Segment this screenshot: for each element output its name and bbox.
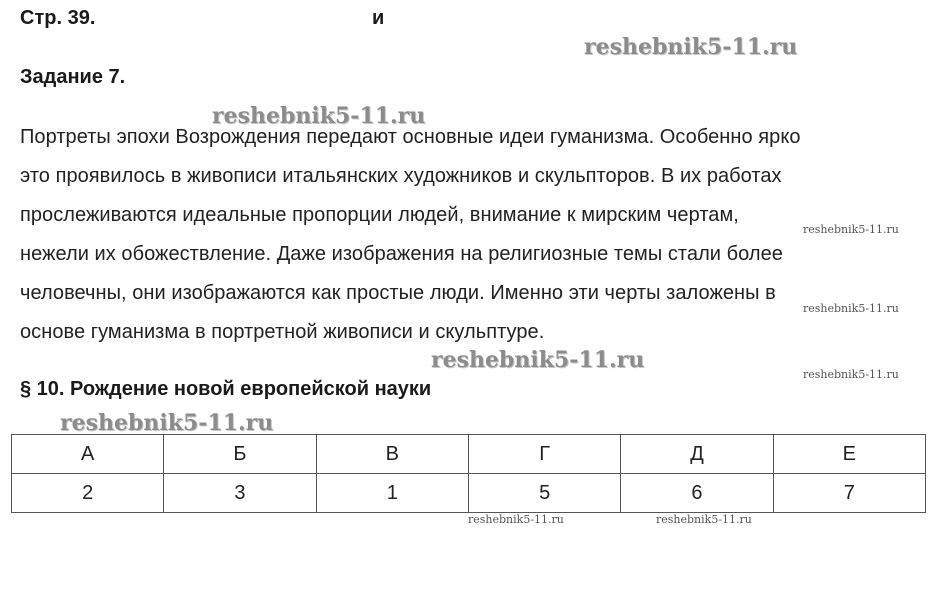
section-title: § 10. Рождение новой европейской науки bbox=[20, 378, 432, 400]
table-header-cell: Д bbox=[621, 435, 773, 474]
table-cell: 5 bbox=[468, 474, 620, 513]
paragraph-line: основе гуманизма в портретной живописи и скульптуре. bbox=[20, 321, 545, 343]
table-header-row bbox=[12, 435, 926, 474]
watermark: reshebnik5-11.ru bbox=[803, 302, 899, 315]
table-cell: 7 bbox=[773, 474, 925, 513]
table-cell: 3 bbox=[164, 474, 316, 513]
table-row bbox=[12, 474, 926, 513]
watermark: reshebnik5-11.ru bbox=[584, 34, 798, 60]
table-header-cell: Г bbox=[468, 435, 620, 474]
paragraph-line: нежели их обожествление. Даже изображения на религиозные темы стали более bbox=[20, 243, 783, 265]
table-header-cell: Б bbox=[164, 435, 316, 474]
watermark: reshebnik5-11.ru bbox=[60, 410, 274, 436]
table-cell: 1 bbox=[316, 474, 468, 513]
watermark: reshebnik5-11.ru bbox=[468, 513, 564, 526]
paragraph-line: это проявилось в живописи итальянских художников и скульпторов. В их работах bbox=[20, 165, 782, 187]
watermark: reshebnik5-11.ru bbox=[803, 223, 899, 236]
watermark: reshebnik5-11.ru bbox=[656, 513, 752, 526]
paragraph-line: человечны, они изображаются как простые люди. Именно эти черты заложены в bbox=[20, 282, 776, 304]
watermark: reshebnik5-11.ru bbox=[212, 103, 426, 129]
table-header-cell: Е bbox=[773, 435, 925, 474]
table-cell: 6 bbox=[621, 474, 773, 513]
paragraph-line: прослеживаются идеальные пропорции людей, внимание к мирским чертам, bbox=[20, 204, 739, 226]
task-title: Задание 7. bbox=[20, 66, 126, 88]
answer-table bbox=[11, 434, 926, 513]
watermark: reshebnik5-11.ru bbox=[803, 368, 899, 381]
watermark: reshebnik5-11.ru bbox=[431, 347, 645, 373]
header-conjunction: и bbox=[372, 7, 385, 29]
page-reference: Стр. 39. bbox=[20, 7, 96, 29]
table-header-cell: А bbox=[12, 435, 164, 474]
paragraph-line: Портреты эпохи Возрождения передают основные идеи гуманизма. Особенно ярко bbox=[20, 126, 801, 148]
table-cell: 2 bbox=[12, 474, 164, 513]
answer-paragraph bbox=[20, 118, 925, 352]
table-header-cell: В bbox=[316, 435, 468, 474]
